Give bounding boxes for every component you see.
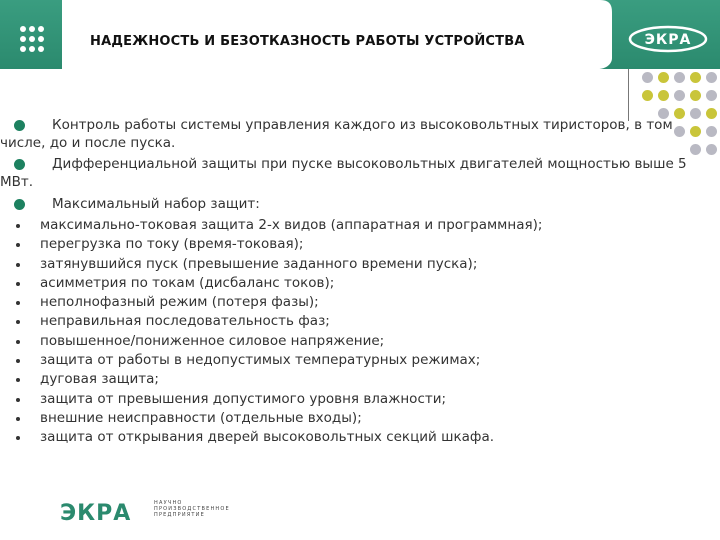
paragraph <box>0 155 708 191</box>
page-title: НАДЕЖНОСТЬ И БЕЗОТКАЗНОСТЬ РАБОТЫ УСТРОЙСТВА <box>90 34 525 49</box>
list-item-text: неполнофазный режим (потеря фазы); <box>40 294 319 311</box>
decor-divider <box>628 69 629 121</box>
tagline-line: ПРЕДПРИЯТИЕ <box>154 512 205 518</box>
bullet-icon <box>14 159 25 170</box>
bullet-icon <box>14 120 25 131</box>
tagline-line: ПРОИЗВОДСТВЕННОЕ <box>154 506 230 512</box>
list-item-text: внешние неисправности (отдельные входы); <box>40 409 362 426</box>
slide-content <box>0 116 708 448</box>
list-item-text: неправильная последовательность фаз; <box>40 313 330 330</box>
footer-logo <box>60 500 150 524</box>
list-item-text: дуговая защита; <box>40 371 159 388</box>
list-item-text: затянувшийся пуск (превышение заданного времени пуска); <box>40 255 478 272</box>
bullet-icon <box>16 398 20 402</box>
paragraph <box>0 195 708 213</box>
tagline-line: НАУЧНО <box>154 500 183 506</box>
list-item <box>0 351 708 370</box>
list-item <box>0 428 708 447</box>
list-item <box>0 409 708 428</box>
bullet-icon <box>16 320 20 324</box>
list-item <box>0 390 708 409</box>
list-item-text: асимметрия по токам (дисбаланс токов); <box>40 274 335 291</box>
list-item <box>0 332 708 351</box>
bullet-icon <box>16 301 20 305</box>
list-item <box>0 235 708 254</box>
paragraph-text: Максимальный набор защит: <box>52 196 260 212</box>
protections-list <box>0 216 708 448</box>
list-item <box>0 293 708 312</box>
list-item <box>0 274 708 293</box>
list-item-text: защита от работы в недопустимых температурных режимах; <box>40 352 481 369</box>
bullet-icon <box>16 282 20 286</box>
bullet-icon <box>16 359 20 363</box>
bullet-icon <box>16 243 20 247</box>
footer-tagline <box>154 500 274 518</box>
list-item-text: защита от открывания дверей высоковольтных секций шкафа. <box>40 429 495 446</box>
list-item-text: перегрузка по току (время-токовая); <box>40 236 304 253</box>
header-dots-icon <box>20 26 54 62</box>
brand-logo <box>628 24 708 54</box>
paragraph <box>0 116 708 152</box>
bullet-icon <box>16 436 20 440</box>
bullet-icon <box>16 224 20 228</box>
svg-text:ЭКРА: ЭКРА <box>644 32 692 48</box>
list-item-text: защита от превышения допустимого уровня влажности; <box>40 390 447 407</box>
bullet-icon <box>14 199 25 210</box>
svg-text:ЭКРА: ЭКРА <box>60 501 132 524</box>
bullet-icon <box>16 417 20 421</box>
list-item <box>0 255 708 274</box>
paragraph-text: Контроль работы системы управления каждого из высоковольтных тиристоров, в том числе, до и после пуска. <box>0 117 673 151</box>
list-item <box>0 312 708 331</box>
header-band <box>0 0 720 69</box>
list-item-text: максимально-токовая защита 2-х видов (аппаратная и программная); <box>40 217 543 233</box>
list-item-text: повышенное/пониженное силовое напряжение; <box>40 332 385 349</box>
bullet-icon <box>16 378 20 382</box>
paragraph-text: Дифференциальной защиты при пуске высоковольтных двигателей мощностью выше 5 МВт. <box>0 156 687 190</box>
list-item <box>0 370 708 389</box>
list-item <box>0 216 708 235</box>
bullet-icon <box>16 263 20 267</box>
bullet-icon <box>16 340 20 344</box>
